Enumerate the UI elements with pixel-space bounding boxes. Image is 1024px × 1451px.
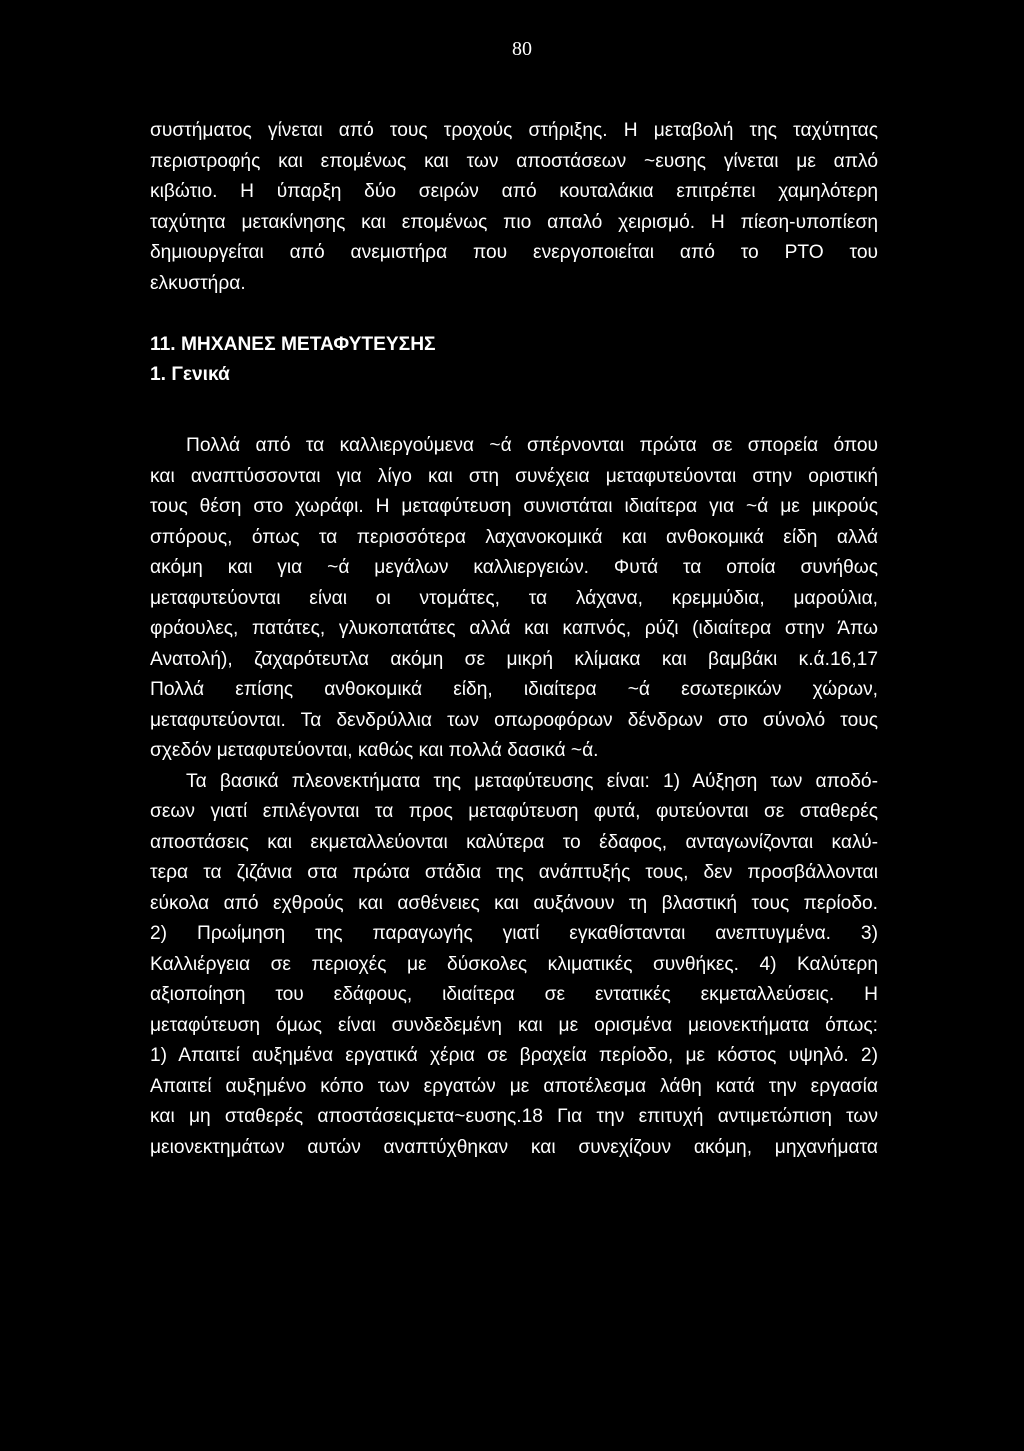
text-line: ακόμη και για ~ά μεγάλων καλλιεργειών. Φυτά τα οποία συνήθως: [150, 557, 878, 578]
text-line: Τα βασικά πλεονεκτήματα της μεταφύτευσης είναι: 1) Αύξηση των αποδό-: [186, 770, 878, 792]
spacer: [150, 421, 878, 431]
text-line: μεταφυτεύονται είναι οι ντομάτες, τα λάχανα, κρεμμύδια, μαρούλια,: [150, 587, 878, 609]
text-line: περιστροφής και επομένως και των αποστάσεων ~ευσης γίνεται με απλό: [150, 150, 878, 172]
text-line: σεων γιατί επιλέγονται τα προς μεταφύτευση φυτά, φυτεύονται σε σταθερές: [150, 801, 878, 822]
text-line: συστήματος γίνεται από τους τροχούς στήριξης. Η μεταβολή της ταχύτητας: [150, 120, 878, 141]
text-line: Πολλά από τα καλλιεργούμενα ~ά σπέρνονται πρώτα σε σπορεία όπου: [186, 435, 878, 456]
section-title: 11. ΜΗΧΑΝΕΣ ΜΕΤΑΦΥΤΕΥΣΗΣ: [150, 333, 436, 355]
section-subtitle: 1. Γενικά: [150, 364, 230, 385]
text-line: δημιουργείται από ανεμιστήρα που ενεργοποιείται από το PTO του: [150, 242, 878, 263]
text-line: μεταφύτευση όμως είναι συνδεδεμένη και με ορισμένα μειονεκτήματα όπως:: [150, 1014, 878, 1036]
spacer: [150, 391, 878, 422]
text-line: Ανατολή), ζαχαρότευτλα ακόμη σε μικρή κλίμακα και βαμβάκι κ.ά.16,17: [150, 648, 878, 670]
text-line: 2) Πρωίμηση της παραγωγής γιατί εγκαθίστανται ανεπτυγμένα. 3): [150, 923, 878, 944]
paragraph-advantages: [150, 767, 878, 1164]
text-line: Καλλιέργεια σε περιοχές με δύσκολες κλιματικές συνθήκες. 4) Καλύτερη: [150, 953, 878, 975]
text-line: εύκολα από εχθρούς και ασθένειες και αυξάνουν τη βλαστική τους περίοδο.: [150, 892, 878, 914]
text-line: και μη σταθερές αποστάσειςμετα~ευσης.18 Για την επιτυχή αντιμετώπιση των: [150, 1106, 878, 1127]
text-line: Πολλά επίσης ανθοκομικά είδη, ιδιαίτερα ~ά εσωτερικών χώρων,: [150, 679, 878, 700]
intro-paragraph: [150, 116, 878, 299]
text-line: ελκυστήρα.: [150, 272, 246, 294]
text-line: 1) Απαιτεί αυξημένα εργατικά χέρια σε βραχεία περίοδο, με κόστος υψηλό. 2): [150, 1045, 878, 1066]
text-line: ταχύτητα μετακίνησης και επομένως πιο απαλό χειρισμό. Η πίεση-υποπίεση: [150, 211, 878, 233]
text-line: αποστάσεις και εκμεταλλεύονται καλύτερα το έδαφος, ανταγωνίζονται καλύ-: [150, 831, 878, 853]
paragraph-transplanting-general: [150, 431, 878, 767]
page-number: 80: [512, 38, 532, 60]
text-line: τους θέση στο χωράφι. Η μεταφύτευση συνιστάται ιδιαίτερα για ~ά με μικρούς: [150, 496, 878, 517]
text-line: σπόρους, όπως τα περισσότερα λαχανοκομικά και ανθοκομικά είδη αλλά: [150, 526, 878, 548]
text-line: κιβώτιο. Η ύπαρξη δύο σειρών από κουταλάκια επιτρέπει χαμηλότερη: [150, 181, 878, 202]
text-line: μειονεκτημάτων αυτών αναπτύχθηκαν και συνεχίζουν ακόμη, μηχανήματα: [150, 1136, 878, 1158]
text-line: μεταφυτεύονται. Τα δενδρύλλια των οπωροφόρων δένδρων στο σύνολό τους: [150, 709, 878, 731]
text-line: σχεδόν μεταφυτεύονται, καθώς και πολλά δασικά ~ά.: [150, 740, 599, 761]
spacer: [150, 299, 878, 330]
text-line: Απαιτεί αυξημένο κόπο των εργατών με αποτέλεσμα λάθη κατά την εργασία: [150, 1075, 878, 1097]
text-line: φράουλες, πατάτες, γλυκοπατάτες αλλά και καπνός, ρύζι (ιδιαίτερα στην Άπω: [150, 618, 878, 639]
text-line: τερα τα ζιζάνια στα πρώτα στάδια της ανάπτυξής τους, δεν προσβάλλονται: [150, 862, 878, 883]
document-body: [150, 116, 878, 1163]
text-line: και αναπτύσσονται για λίγο και στη συνέχεια μεταφυτεύονται στην οριστική: [150, 465, 878, 487]
text-line: αξιοποίηση του εδάφους, ιδιαίτερα σε εντατικές εκμεταλλεύσεις. Η: [150, 984, 878, 1005]
